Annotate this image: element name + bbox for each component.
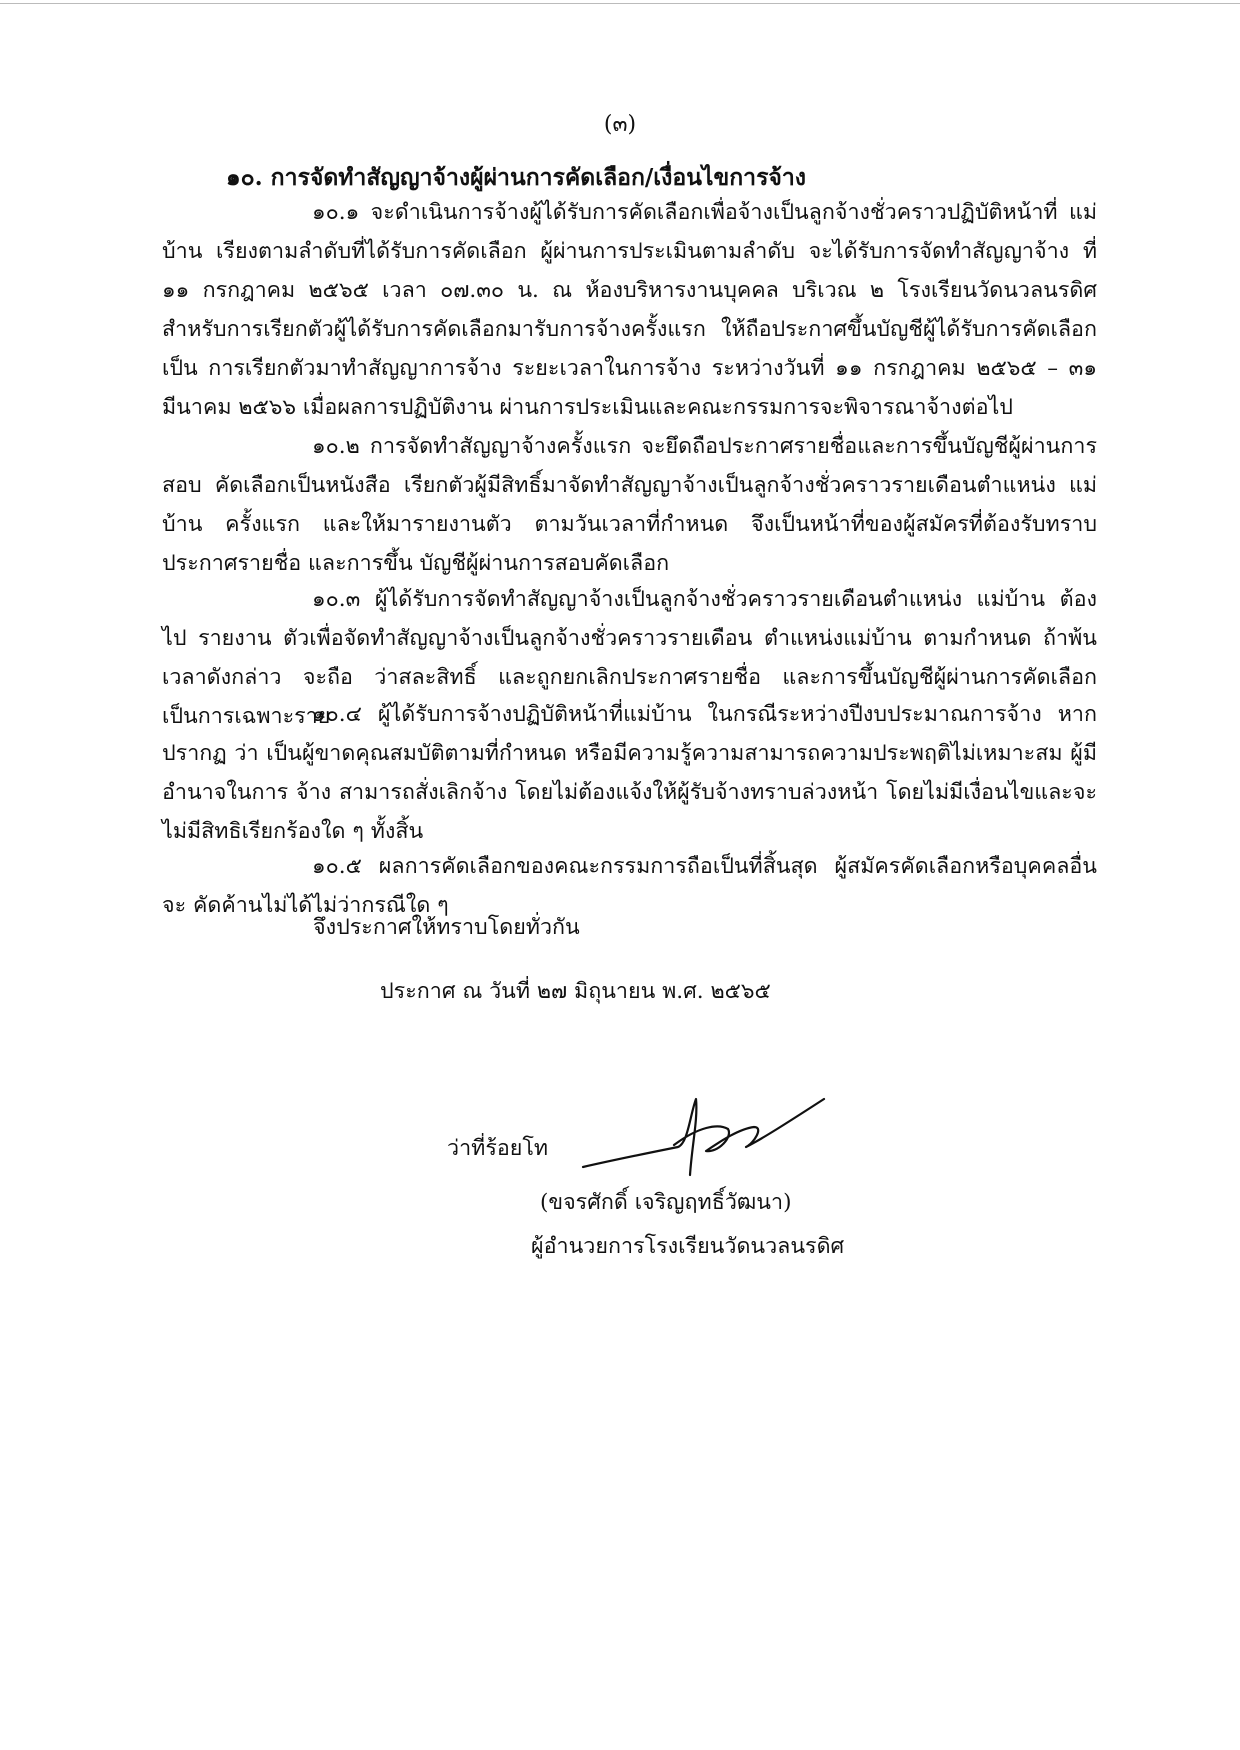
section-heading: ๑๐. การจัดทำสัญญาจ้างผู้ผ่านการคัดเลือก/เงื่อนไขการจ้าง [226, 164, 807, 191]
top-rule [0, 3, 1240, 4]
paragraph-10-2 [162, 427, 1097, 583]
signatory-title: ผู้อำนวยการโรงเรียนวัดนวลนรดิศ [531, 1234, 845, 1259]
paragraph-10-5 [162, 847, 1097, 925]
paragraph-10-4 [162, 695, 1097, 851]
handwritten-signature [578, 1085, 838, 1195]
paragraph-text: ๑๐.๑ จะดำเนินการจ้างผู้ได้รับการคัดเลือกเพื่อจ้างเป็นลูกจ้างชั่วคราวปฏิบัติหน้าที่ แม่บ้าน เรียงตามลำดับที่ได้รับการคัดเลือก ผู้ผ่านการประเมินตามลำดับ จะได้รับการจัดทำสัญญาจ้าง ที่ ๑๑ กรกฎาคม ๒๕๖๕ เวลา ๐๗.๓๐ น. ณ ห้องบริหารงานบุคคล บริเวณ ๒ โรงเรียนวัดนวลนรดิศ สำหรับการเรียกตัวผู้ได้รับการคัดเลือกมารับการจ้างครั้งแรก ให้ถือประกาศขึ้นบัญชีผู้ได้รับการคัดเลือกเป็น การเรียกตัวมาทำสัญญาการจ้าง ระยะเวลาในการจ้าง ระหว่างวันที่ ๑๑ กรกฎาคม ๒๕๖๕ – ๓๑ มีนาคม ๒๕๖๖ เมื่อผลการปฏิบัติงาน ผ่านการประเมินและคณะกรรมการจะพิจารณาจ้างต่อไป [162, 200, 1097, 420]
signatory-rank: ว่าที่ร้อยโท [447, 1136, 549, 1161]
paragraph-text: ๑๐.๕ ผลการคัดเลือกของคณะกรรมการถือเป็นที่สิ้นสุด ผู้สมัครคัดเลือกหรือบุคคลอื่นจะ คัดค้านไม่ได้ไม่ว่ากรณีใด ๆ [162, 854, 1097, 918]
closing-line: จึงประกาศให้ทราบโดยทั่วกัน [313, 915, 580, 940]
page-number: (๓) [603, 112, 637, 137]
paragraph-text: ๑๐.๒ การจัดทำสัญญาจ้างครั้งแรก จะยึดถือประกาศรายชื่อและการขึ้นบัญชีผู้ผ่านการสอบ คัดเลือกเป็นหนังสือ เรียกตัวผู้มีสิทธิ์มาจัดทำสัญญาจ้างเป็นลูกจ้างชั่วคราวรายเดือนตำแหน่ง แม่บ้าน ครั้งแรก และให้มารายงานตัว ตามวันเวลาที่กำหนด จึงเป็นหน้าที่ของผู้สมัครที่ต้องรับทราบประกาศรายชื่อ และการขึ้น บัญชีผู้ผ่านการสอบคัดเลือก [162, 434, 1097, 576]
paragraph-10-1 [162, 193, 1097, 427]
paragraph-text: ๑๐.๓ ผู้ได้รับการจัดทำสัญญาจ้างเป็นลูกจ้างชั่วคราวรายเดือนตำแหน่ง แม่บ้าน ต้องไป รายงาน ตัวเพื่อจัดทำสัญญาจ้างเป็นลูกจ้างชั่วคราวรายเดือน ตำแหน่งแม่บ้าน ตามกำหนด ถ้าพ้นเวลาดังกล่าว จะถือ ว่าสละสิทธิ์ และถูกยกเลิกประกาศรายชื่อ และการขึ้นบัญชีผู้ผ่านการคัดเลือกเป็นการเฉพาะราย [162, 587, 1097, 729]
signatory-name: (ขจรศักดิ์ เจริญฤทธิ์วัฒนา) [540, 1190, 792, 1215]
paragraph-text: ๑๐.๔ ผู้ได้รับการจ้างปฏิบัติหน้าที่แม่บ้าน ในกรณีระหว่างปีงบประมาณการจ้าง หากปรากฏ ว่า เป็นผู้ขาดคุณสมบัติตามที่กำหนด หรือมีความรู้ความสามารถความประพฤติไม่เหมาะสม ผู้มีอำนาจในการ จ้าง สามารถสั่งเลิกจ้าง โดยไม่ต้องแจ้งให้ผู้รับจ้างทราบล่วงหน้า โดยไม่มีเงื่อนไขและจะไม่มีสิทธิเรียกร้องใด ๆ ทั้งสิ้น [162, 702, 1097, 844]
announcement-date: ประกาศ ณ วันที่ ๒๗ มิถุนายน พ.ศ. ๒๕๖๕ [380, 979, 771, 1004]
